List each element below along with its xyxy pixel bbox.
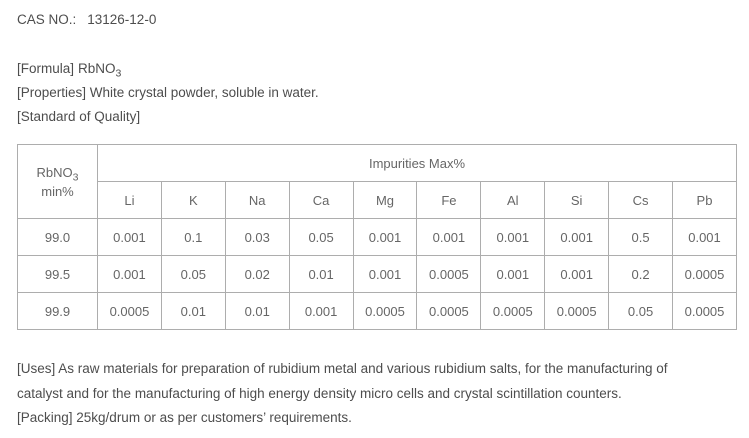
impurity-value-cell: 0.001 (481, 219, 545, 256)
impurity-value-cell: 0.001 (289, 293, 353, 330)
impurity-value-cell: 0.05 (161, 256, 225, 293)
impurity-value-cell: 0.0005 (545, 293, 609, 330)
formula-line (17, 57, 737, 81)
corner-formula-base: RbNO (36, 164, 73, 180)
element-header-fe: Fe (417, 182, 481, 219)
impurity-value-cell: 0.0005 (417, 256, 481, 293)
impurity-value-cell: 0.0005 (673, 293, 737, 330)
table-row (18, 293, 737, 330)
impurity-value-cell: 0.001 (98, 219, 162, 256)
impurity-value-cell: 0.01 (161, 293, 225, 330)
element-header-row (18, 182, 737, 219)
impurity-value-cell: 0.02 (225, 256, 289, 293)
cas-value: 13126-12-0 (87, 12, 157, 27)
table-body (18, 219, 737, 330)
impurities-max-header: Impurities Max% (98, 145, 737, 182)
impurity-value-cell: 0.0005 (417, 293, 481, 330)
element-header-mg: Mg (353, 182, 417, 219)
quality-standards-table (17, 144, 737, 330)
impurity-value-cell: 0.5 (609, 219, 673, 256)
impurity-value-cell: 0.0005 (98, 293, 162, 330)
impurity-value-cell: 0.03 (225, 219, 289, 256)
impurity-value-cell: 0.2 (609, 256, 673, 293)
element-header-na: Na (225, 182, 289, 219)
impurity-value-cell: 0.001 (545, 256, 609, 293)
corner-min-percent: min% (41, 183, 74, 199)
formula-label: [Formula] (17, 61, 75, 76)
impurity-value-cell: 0.0005 (673, 256, 737, 293)
cas-label: CAS NO.: (17, 12, 77, 27)
purity-cell: 99.9 (18, 293, 98, 330)
element-header-ca: Ca (289, 182, 353, 219)
impurity-value-cell: 0.05 (289, 219, 353, 256)
element-header-k: K (161, 182, 225, 219)
table-row (18, 219, 737, 256)
footer-block (17, 357, 737, 431)
purity-cell: 99.0 (18, 219, 98, 256)
impurity-value-cell: 0.001 (353, 219, 417, 256)
formula-subscript: 3 (115, 67, 122, 80)
corner-formula (18, 163, 97, 182)
element-header-si: Si (545, 182, 609, 219)
impurity-value-cell: 0.01 (225, 293, 289, 330)
element-header-li: Li (98, 182, 162, 219)
formula-base: RbNO (78, 61, 116, 76)
uses-line-2: catalyst and for the manufacturing of high energy density micro cells and crystal scintillation counters. (17, 385, 622, 401)
uses-line-1: [Uses] As raw materials for preparation of rubidium metal and various rubidium salts, for the manufacturing of (17, 361, 668, 376)
impurity-value-cell: 0.001 (545, 219, 609, 256)
properties-line: [Properties] White crystal powder, soluble in water. (17, 85, 319, 100)
impurity-value-cell: 0.001 (98, 256, 162, 293)
corner-formula-subscript: 3 (72, 171, 79, 184)
purity-corner-header (18, 145, 98, 219)
cas-number-line (17, 12, 737, 28)
purity-cell: 99.5 (18, 256, 98, 293)
impurity-value-cell: 0.001 (417, 219, 481, 256)
table-row (18, 256, 737, 293)
formula-value (78, 61, 122, 80)
impurity-value-cell: 0.1 (161, 219, 225, 256)
packing-line: [Packing] 25kg/drum or as per customers’ requirements. (17, 410, 352, 425)
standard-of-quality-line: [Standard of Quality] (17, 109, 141, 124)
impurity-value-cell: 0.0005 (353, 293, 417, 330)
product-info-block (17, 57, 737, 129)
impurity-value-cell: 0.0005 (481, 293, 545, 330)
impurity-value-cell: 0.001 (353, 256, 417, 293)
element-header-al: Al (481, 182, 545, 219)
impurity-value-cell: 0.001 (673, 219, 737, 256)
element-header-cs: Cs (609, 182, 673, 219)
impurity-value-cell: 0.001 (481, 256, 545, 293)
impurities-header-row (18, 145, 737, 182)
impurity-value-cell: 0.05 (609, 293, 673, 330)
element-header-pb: Pb (673, 182, 737, 219)
impurity-value-cell: 0.01 (289, 256, 353, 293)
